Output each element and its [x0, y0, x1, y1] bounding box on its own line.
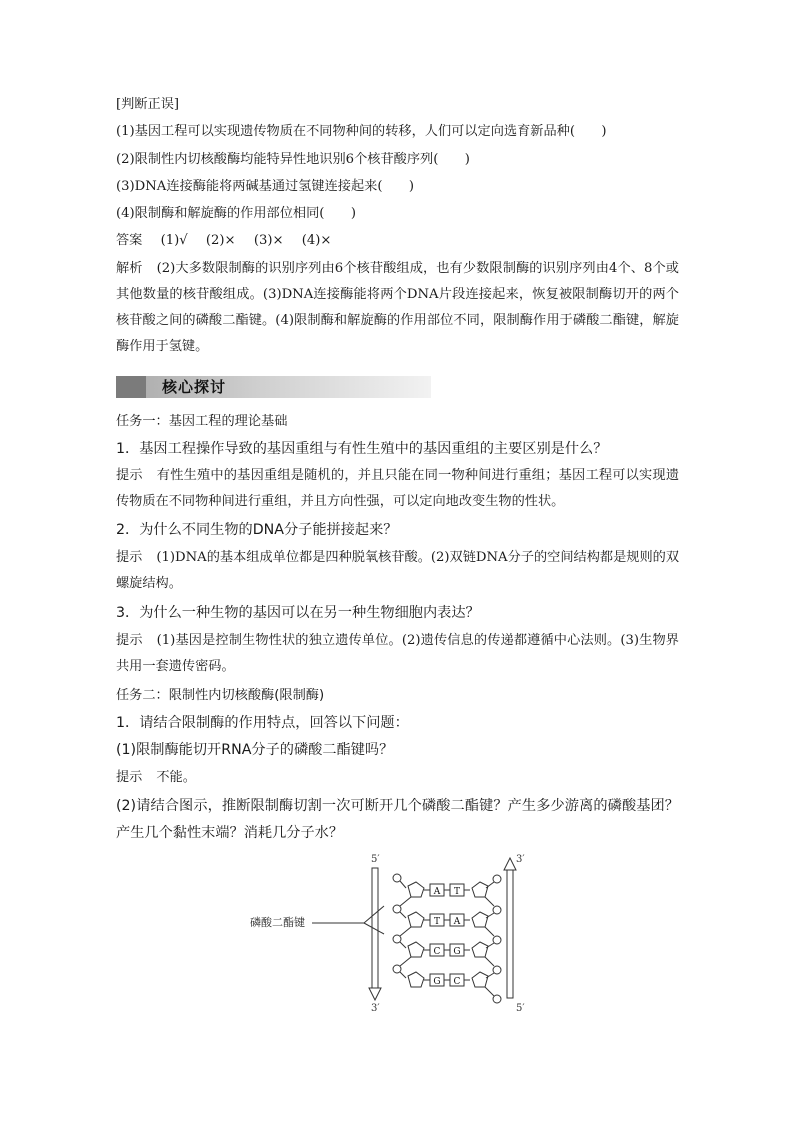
base-row3-left: C	[433, 947, 441, 957]
task2-sub-2: (2)请结合图示，推断限制酶切割一次可断开几个磷酸二酯键？产生多少游离的磷酸基团？产生几个黏性末端？消耗几分子水？	[116, 798, 679, 841]
task1-answer-3: (1)基因是控制生物性状的独立遗传单位。(2)遗传信息的传递都遵循中心法则。(3)生物界共用一套遗传密码。	[116, 633, 679, 674]
label-5prime-left-top: 5′	[371, 854, 380, 865]
task1-question-3: 3．为什么一种生物的基因可以在另一种生物细胞内表达？	[116, 605, 480, 621]
task1-hint-3	[116, 628, 679, 680]
task1-answer-2: (1)DNA的基本组成单位都是四种脱氧核苷酸。(2)双链DNA分子的空间结构都是规则的双螺旋结构。	[116, 550, 680, 591]
answer-4: (4)×	[301, 233, 332, 248]
task1-title: 任务一：基因工程的理论基础	[116, 414, 288, 429]
hint-label: 提示	[116, 633, 143, 648]
judge-item-1: (1)基因工程可以实现遗传物质在不同物种间的转移，人们可以定向选育新品种( )	[116, 124, 607, 139]
bond-pointer-lines	[312, 906, 384, 934]
base-row4-left: G	[433, 977, 441, 987]
answer-1: (1)√	[160, 233, 188, 248]
task1-question-1: 1．基因工程操作导致的基因重组与有性生殖中的基因重组的主要区别是什么？	[116, 441, 608, 457]
analysis-paragraph	[116, 256, 679, 360]
dna-rows	[393, 874, 501, 1003]
analysis-label: 解析	[116, 261, 143, 276]
base-row4-right: C	[453, 977, 461, 987]
banner-tab	[116, 376, 146, 398]
label-3prime-left-bottom: 3′	[371, 1003, 380, 1014]
task2-hint-1	[116, 769, 678, 787]
base-row1-left: A	[433, 887, 441, 897]
judge-item-4: (4)限制酶和解旋酶的作用部位相同( )	[116, 206, 356, 221]
label-phosphodiester-bond: 磷酸二酯键	[250, 916, 305, 929]
section-banner	[116, 376, 431, 398]
task1-answer-1: 有性生殖中的基因重组是随机的，并且只能在同一物种间进行重组；基因工程可以实现遗传物质在不同物种间进行重组，并且方向性强，可以定向地改变生物的性状。	[116, 468, 680, 509]
hint-label: 提示	[116, 468, 143, 483]
judge-item-3: (3)DNA连接酶能将两碱基通过氢键连接起来( )	[116, 179, 414, 194]
base-row1-right: T	[453, 887, 461, 897]
answer-line	[116, 232, 678, 250]
judge-title: [判断正误]	[116, 97, 180, 112]
answer-2: (2)×	[205, 233, 236, 248]
task2-sub-1: (1)限制酶能切开RNA分子的磷酸二酯键吗？	[116, 742, 394, 758]
task1-hint-2	[116, 545, 679, 597]
left-strand-arrow	[369, 868, 381, 1000]
task1-question-2: 2．为什么不同生物的DNA分子能拼接起来？	[116, 522, 398, 538]
label-3prime-right-top: 3′	[516, 854, 525, 865]
section-title: 核心探讨	[162, 378, 227, 396]
hint-label: 提示	[116, 550, 143, 565]
analysis-text: (2)大多数限制酶的识别序列由6个核苷酸组成，也有少数限制酶的识别序列由4个、8个或其他数量的核苷酸组成。(3)DNA连接酶能将两个DNA片段连接起来，恢复被限制酶切开的两个核苷酸之间的磷酸二酯键。(4)限制酶和解旋酶的作用部位不同，限制酶作用于磷酸二酯键，解旋酶作用于氢键。	[116, 261, 679, 354]
base-row2-left: T	[433, 917, 441, 927]
task2-answer-1: 不能。	[156, 770, 196, 785]
dna-diagram	[250, 848, 550, 1018]
task1-hint-1	[116, 463, 679, 515]
answer-3: (3)×	[253, 233, 284, 248]
answer-label: 答案	[116, 233, 143, 248]
task2-question-1: 1．请结合限制酶的作用特点，回答以下问题：	[116, 715, 409, 731]
label-5prime-right-bottom: 5′	[516, 1003, 525, 1014]
base-row3-right: G	[453, 947, 461, 957]
hint-label: 提示	[116, 770, 143, 785]
right-strand-arrow	[504, 858, 516, 998]
base-row2-right: A	[453, 917, 461, 927]
task2-title: 任务二：限制性内切核酸酶(限制酶)	[116, 688, 325, 703]
judge-item-2: (2)限制性内切核酸酶均能特异性地识别6个核苷酸序列( )	[116, 152, 470, 167]
